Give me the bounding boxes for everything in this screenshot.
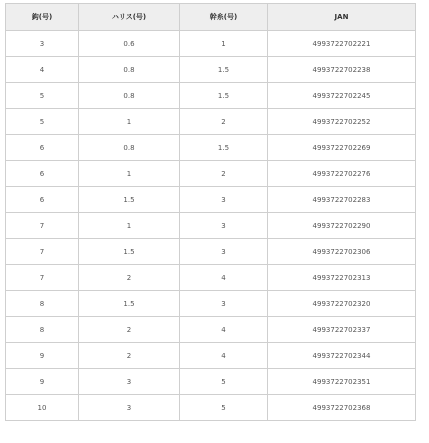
column-header-main-line-size: 幹糸(号) [180,4,268,31]
cell-main-line-size: 2 [180,161,268,187]
cell-leader-size: 0.8 [79,83,180,109]
table-row [6,395,416,421]
cell-jan: 4993722702238 [268,57,416,83]
cell-jan: 4993722702276 [268,161,416,187]
cell-hook-size: 8 [6,291,79,317]
cell-main-line-size: 5 [180,395,268,421]
cell-main-line-size: 1 [180,31,268,57]
cell-hook-size: 5 [6,83,79,109]
table-row [6,57,416,83]
cell-main-line-size: 1.5 [180,135,268,161]
cell-leader-size: 3 [79,369,180,395]
cell-hook-size: 10 [6,395,79,421]
cell-jan: 4993722702337 [268,317,416,343]
cell-hook-size: 8 [6,317,79,343]
cell-leader-size: 1 [79,109,180,135]
cell-leader-size: 1 [79,161,180,187]
cell-main-line-size: 4 [180,317,268,343]
cell-leader-size: 3 [79,395,180,421]
table-row [6,239,416,265]
table-row [6,161,416,187]
cell-leader-size: 2 [79,343,180,369]
cell-jan: 4993722702283 [268,187,416,213]
cell-leader-size: 0.6 [79,31,180,57]
cell-hook-size: 7 [6,239,79,265]
cell-leader-size: 0.8 [79,57,180,83]
cell-jan: 4993722702344 [268,343,416,369]
cell-jan: 4993722702221 [268,31,416,57]
cell-hook-size: 7 [6,265,79,291]
table-header [6,4,416,31]
table-row [6,291,416,317]
product-spec-table [5,3,416,421]
table-row [6,187,416,213]
cell-jan: 4993722702252 [268,109,416,135]
cell-main-line-size: 5 [180,369,268,395]
table-row [6,369,416,395]
cell-leader-size: 2 [79,317,180,343]
header-row [6,4,416,31]
cell-hook-size: 9 [6,343,79,369]
cell-leader-size: 1.5 [79,187,180,213]
cell-jan: 4993722702306 [268,239,416,265]
cell-hook-size: 4 [6,57,79,83]
table-row [6,213,416,239]
cell-hook-size: 5 [6,109,79,135]
cell-main-line-size: 4 [180,343,268,369]
cell-main-line-size: 3 [180,213,268,239]
cell-main-line-size: 1.5 [180,83,268,109]
cell-jan: 4993722702368 [268,395,416,421]
cell-hook-size: 6 [6,135,79,161]
cell-main-line-size: 3 [180,187,268,213]
table-row [6,31,416,57]
cell-main-line-size: 3 [180,239,268,265]
cell-jan: 4993722702351 [268,369,416,395]
cell-leader-size: 1 [79,213,180,239]
column-header-jan: JAN [268,4,416,31]
cell-hook-size: 6 [6,187,79,213]
column-header-hook-size: 鈎(号) [6,4,79,31]
cell-jan: 4993722702245 [268,83,416,109]
cell-leader-size: 2 [79,265,180,291]
table-row [6,343,416,369]
cell-main-line-size: 2 [180,109,268,135]
table-row [6,265,416,291]
cell-hook-size: 7 [6,213,79,239]
cell-jan: 4993722702313 [268,265,416,291]
cell-jan: 4993722702290 [268,213,416,239]
column-header-leader-size: ハリス(号) [79,4,180,31]
cell-hook-size: 6 [6,161,79,187]
cell-hook-size: 3 [6,31,79,57]
cell-hook-size: 9 [6,369,79,395]
cell-leader-size: 1.5 [79,239,180,265]
cell-jan: 4993722702320 [268,291,416,317]
cell-main-line-size: 1.5 [180,57,268,83]
table-row [6,83,416,109]
cell-main-line-size: 3 [180,291,268,317]
product-spec-table-container [5,3,415,421]
table-row [6,317,416,343]
cell-leader-size: 0.8 [79,135,180,161]
table-row [6,109,416,135]
cell-leader-size: 1.5 [79,291,180,317]
table-row [6,135,416,161]
table-body [6,31,416,421]
cell-jan: 4993722702269 [268,135,416,161]
cell-main-line-size: 4 [180,265,268,291]
